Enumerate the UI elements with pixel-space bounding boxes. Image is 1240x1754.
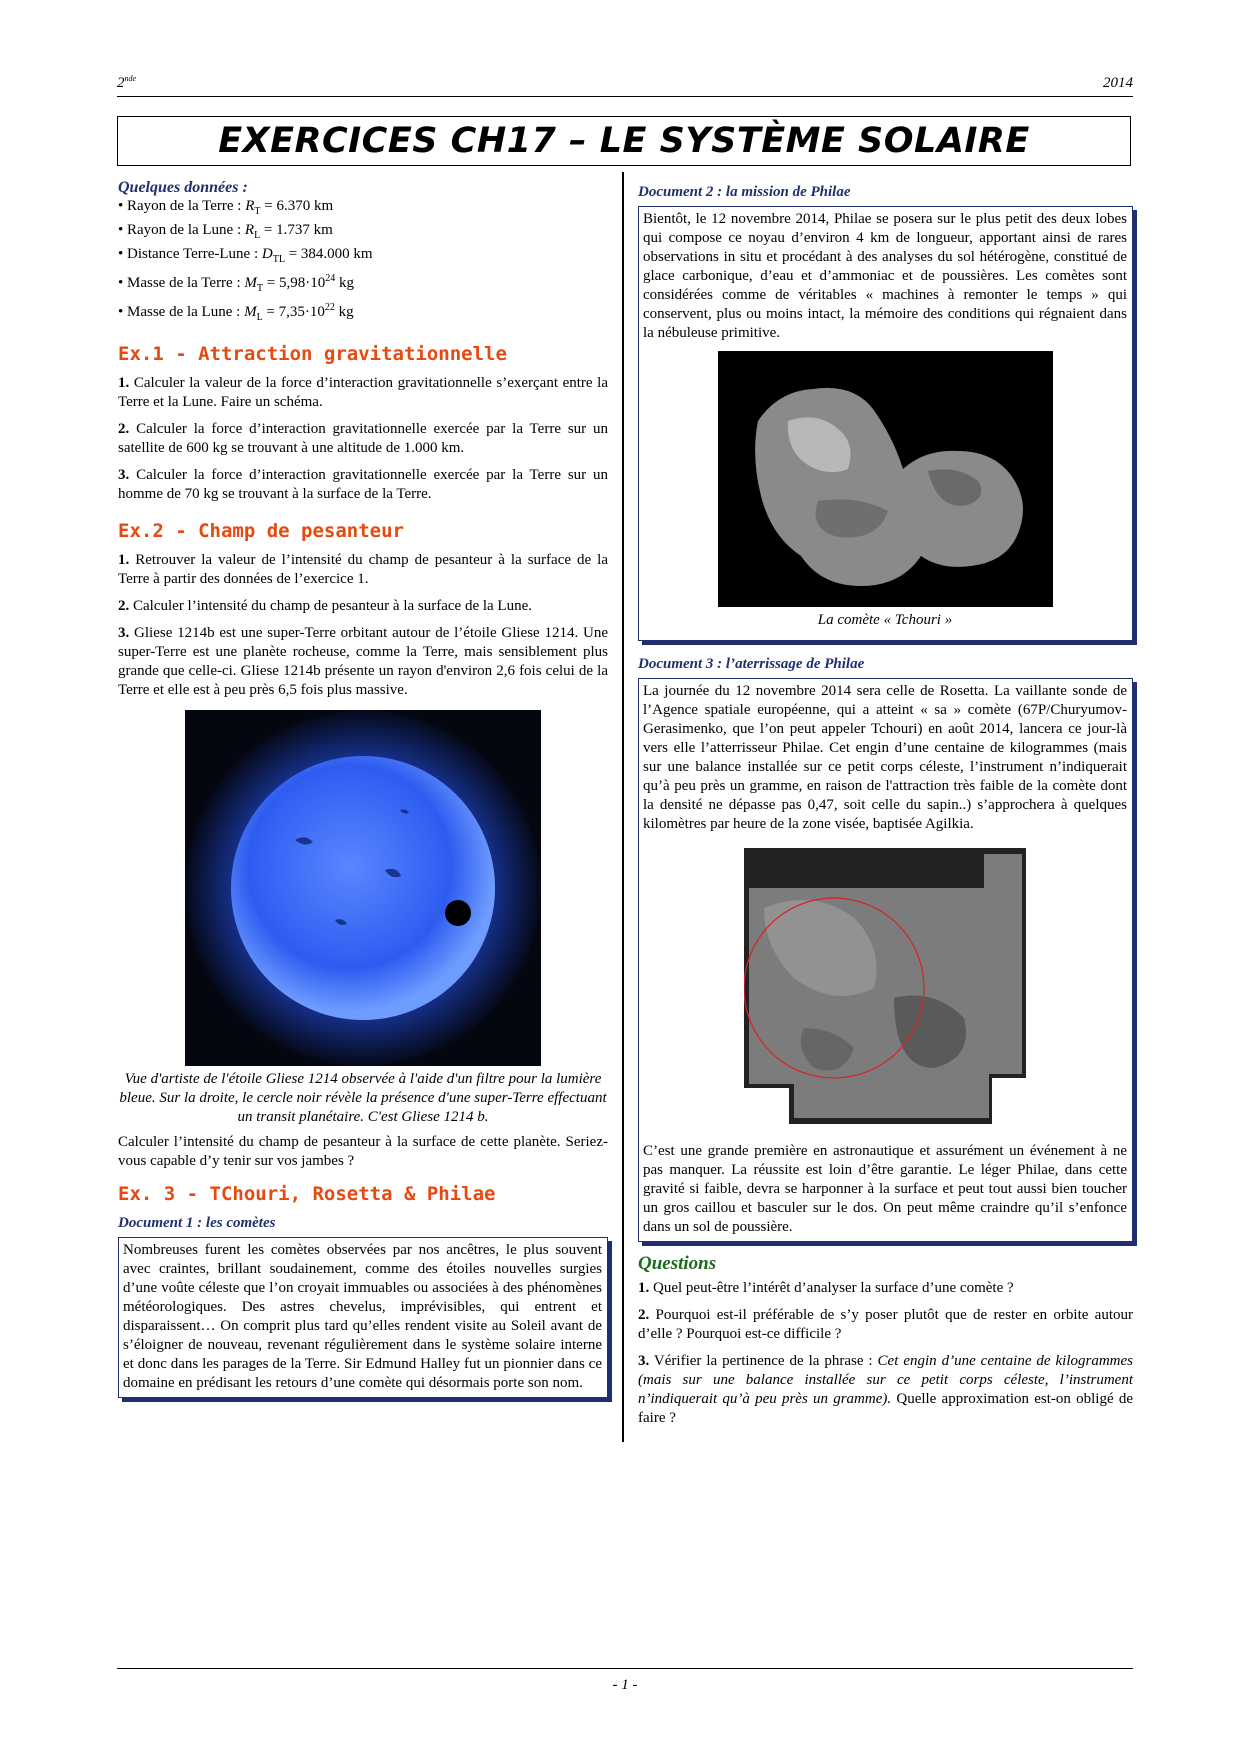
class-level: 2nde	[117, 74, 137, 91]
ex2-q1: 1. Retrouver la valeur de l’intensité du champ de pesanteur à la surface de la Terre à partir des données de l’exercice 1.	[118, 552, 608, 587]
data-item: • Distance Terre-Lune : $D_{TL} = 384.000$ km	[118, 246, 373, 265]
ex1-q3: 3. Calculer la force d’interaction gravitationnelle exercée par la Terre sur un homme de 70 kg se trouvant à la surface de la Terre.	[118, 467, 608, 502]
data-list	[118, 197, 608, 327]
header-year: 2014	[1103, 75, 1133, 91]
doc1-box	[118, 1237, 608, 1398]
data-item: • Masse de la Lune : $M_L = 7,35\cdot 10^{22}$ kg	[118, 302, 354, 323]
doc2-box	[638, 206, 1133, 641]
data-heading: Quelques données :	[118, 179, 248, 196]
column-divider	[622, 172, 624, 1442]
gliese-star-image	[185, 710, 541, 1066]
ex2-q3: 3. Gliese 1214b est une super-Terre orbitant autour de l’étoile Gliese 1214. Une super-Terre est une planète rocheuse, comme la Terre, mais sensiblement plus grande que celle-ci. Gliese 1214b présente un rayon d'environ 2,6 fois celui de la Terre et elle est à peu près 6,5 fois plus massive.	[118, 625, 608, 698]
doc1-text: Nombreuses furent les comètes observées par nos ancêtres, le plus souvent avec craintes, brillant soudainement, comme des étoiles nouvelles surgies d’une voûte céleste que l’on croyait immuables ou associées à des phénomènes météorologiques. Des astres chevelus, imprévisibles, qui entrent et disparaissent… On comprit plus tard qu’elles rendent visite au Soleil avant de s’éloigner de nouveau, revenant régulièrement dans le système solaire interne et donc dans les parages de la Terre. Sir Edmund Halley fut un pionnier dans ce domaine en prédisant les retours d’une comète qui désormais porte son nom.	[123, 1242, 602, 1391]
doc2-title: Document 2 : la mission de Philae	[638, 184, 851, 200]
ex1-title: Ex.1 - Attraction gravitationnelle	[118, 343, 507, 365]
doc3-text2: C’est une grande première en astronautique et assurément un événement à ne pas manquer. La réussite est loin d’être garantie. Le léger Philae, dans cette gravité si faible, devra se harponner à la surface et peut tout aussi bien toucher un gros caillou et basculer sur le dos. On peut même craindre qu’il s’enfonce dans un sol de poussière.	[643, 1143, 1127, 1235]
doc1-title: Document 1 : les comètes	[118, 1215, 276, 1231]
data-item: • Rayon de la Terre : $R_T = 6.370$ km	[118, 198, 334, 217]
doc3-text: La journée du 12 novembre 2014 sera celle de Rosetta. La vaillante sonde de l’Agence spatiale européenne, qui a atteint « sa » comète (67P/Churyumov-Gerasimenko, que l’on peut appeler Tchouri) en août 2014, lancera ce jour-là vers elle l’atterrisseur Philae. Cet engin d’une centaine de kilogrammes (mais sur une balance installée sur ce petit corps céleste, l’instrument n’indiquerait qu’à peu près un gramme, en raison de l'attraction très faible de la comète dont la densité ne dépasse pas 0,47, soit celle du sapin..) s’approchera à quelques kilomètres par heure de la zone visée, baptisée Agilkia.	[643, 683, 1127, 832]
left-column	[118, 178, 608, 1398]
ex2-q2: 2. Calculer l’intensité du champ de pesanteur à la surface de la Lune.	[118, 598, 532, 614]
ex3-q1: 1. Quel peut-être l’intérêt d’analyser la surface d’une comète ?	[638, 1280, 1014, 1296]
page-number: - 1 -	[612, 1677, 638, 1693]
landing-site-image	[744, 848, 1026, 1124]
page-header	[117, 74, 1133, 97]
gliese-caption: Vue d'artiste de l'étoile Gliese 1214 observée à l'aide d'un filtre pour la lumière bleue. Sur la droite, le cercle noir révèle la présence d'une super-Terre effectuant un transit planétaire. C'est Gliese 1214 b.	[119, 1071, 607, 1125]
ex3-q3: 3. Vérifier la pertinence de la phrase : Cet engin d’une centaine de kilogrammes (mais sur une balance installée sur ce petit corps céleste, l’instrument n’indiquerait qu’à peu près un gramme). Quelle approximation est-on obligé de faire ?	[638, 1353, 1133, 1426]
questions-title: Questions	[638, 1253, 717, 1274]
data-item: • Rayon de la Lune : $R_L = 1.737$ km	[118, 222, 333, 241]
doc2-text: Bientôt, le 12 novembre 2014, Philae se posera sur le plus petit des deux lobes qui compose ce noyau d’environ 4 km de longueur, apportant ainsi de rares observations in situ et procédant à des analyses du sol hétérogène, constitué de glace carbonique, d’eau et d’ammoniac et de poussières. Les comètes sont considérées comme de véritables « machines à remonter le temps » qui conservent, plus ou moins intact, la mémoire des conditions qui régnaient dans la nébuleuse primitive.	[643, 211, 1127, 341]
comet-caption: La comète « Tchouri »	[817, 612, 953, 628]
ex1-q2: 2. Calculer la force d’interaction gravitationnelle exercée par la Terre sur un satellite de 600 kg se trouvant à une altitude de 1.000 km.	[118, 421, 608, 456]
doc3-box	[638, 678, 1133, 1242]
ex2-title: Ex.2 - Champ de pesanteur	[118, 520, 404, 542]
right-column	[638, 183, 1133, 1436]
ex1-q1: 1. Calculer la valeur de la force d’interaction gravitationnelle s’exerçant entre la Terre et la Lune. Faire un schéma.	[118, 375, 608, 410]
comet-image	[718, 351, 1053, 607]
page-footer	[117, 1668, 1133, 1694]
page-title: EXERCICES CH17 – LE SYSTÈME SOLAIRE	[117, 116, 1131, 166]
doc3-title: Document 3 : l’aterrissage de Philae	[638, 656, 865, 672]
ex2-after: Calculer l’intensité du champ de pesanteur à la surface de cette planète. Seriez-vous capable d’y tenir sur vos jambes ?	[118, 1134, 608, 1169]
data-item: • Masse de la Terre : $M_T = 5,98\cdot 10^{24}$ kg	[118, 273, 354, 294]
ex3-q2: 2. Pourquoi est-il préférable de s’y poser plutôt que de rester en orbite autour d’elle ? Pourquoi est-ce difficile ?	[638, 1307, 1133, 1342]
ex3-title: Ex. 3 - TChouri, Rosetta & Philae	[118, 1183, 496, 1205]
